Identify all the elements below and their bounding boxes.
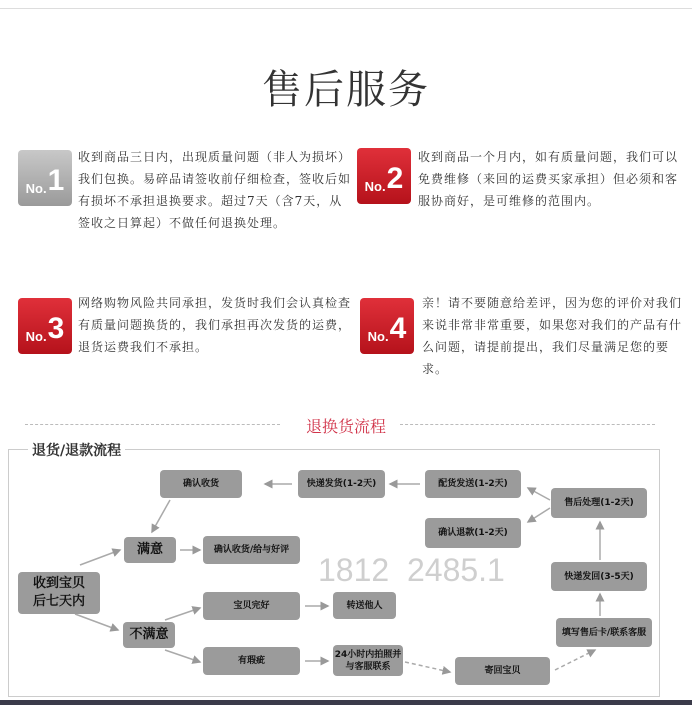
policy-3-text: 网络购物风险共同承担，发货时我们会认真检查有质量问题换货的，我们承担再次发货的运费，退货运费我们不承担。 bbox=[78, 296, 352, 354]
flow-start: 收到宝贝后七天内 bbox=[18, 572, 100, 614]
page-title: 售后服务 bbox=[262, 67, 430, 113]
policy-4-text: 亲！请不要随意给差评，因为您的评价对我们来说非常非常重要，如果您对我们的产品有什么问题，请提前提出，我们尽量满足您的要求。 bbox=[422, 296, 683, 376]
flow-unsatisfied: 不满意 bbox=[123, 622, 175, 648]
badge-prefix: No. bbox=[367, 329, 389, 344]
badge-number: 1 bbox=[47, 164, 65, 197]
flow-after-sale: 售后处理(1-2天) bbox=[551, 488, 647, 518]
arrow bbox=[528, 508, 550, 522]
badge-prefix: No. bbox=[364, 179, 386, 194]
flow-express-ship: 快递发货(1-2天) bbox=[298, 470, 385, 498]
arrow bbox=[165, 650, 200, 662]
section-title: 退换货流程 bbox=[305, 417, 386, 436]
flow-photo: 24小时内拍照并与客服联系 bbox=[333, 645, 403, 676]
badge-number: 3 bbox=[47, 312, 65, 345]
arrow bbox=[528, 488, 550, 500]
arrow bbox=[405, 662, 450, 672]
arrow bbox=[555, 650, 595, 670]
policy-2-text: 收到商品一个月内，如有质量问题，我们可以免费维修（来回的运费买家承担）但必须和客服协商好，是可维修的范围内。 bbox=[418, 150, 679, 208]
watermark: 1812 2485.1 bbox=[318, 552, 505, 588]
flow-confirm-receipt: 确认收货 bbox=[160, 470, 242, 498]
badge-prefix: No. bbox=[25, 181, 47, 196]
badge-prefix: No. bbox=[25, 329, 47, 344]
arrow bbox=[80, 550, 120, 565]
flow-gift: 转送他人 bbox=[333, 592, 396, 619]
flow-intact: 宝贝完好 bbox=[203, 592, 300, 620]
flow-dispatch: 配货发送(1-2天) bbox=[425, 470, 521, 498]
arrow bbox=[165, 608, 200, 620]
flow-fill-card: 填写售后卡/联系客服 bbox=[556, 618, 652, 647]
flow-refund: 确认退款(1-2天) bbox=[425, 518, 521, 548]
flow-satisfied: 满意 bbox=[124, 537, 176, 563]
arrow bbox=[152, 500, 170, 532]
flow-defect: 有瑕疵 bbox=[203, 647, 300, 675]
flow-express-back: 快递发回(3-5天) bbox=[551, 562, 647, 591]
flow-title: 退货/退款流程 bbox=[28, 440, 125, 460]
arrow bbox=[75, 614, 118, 630]
flow-send-back: 寄回宝贝 bbox=[455, 657, 550, 685]
badge-number: 4 bbox=[389, 312, 407, 345]
policy-1-text: 收到商品三日内，出现质量问题（非人为损坏）我们包换。易碎品请签收前仔细检查，签收后如有损坏不承担退换要求。超过7天（含7天，从签收之日算起）不做任何退换处理。 bbox=[78, 150, 352, 230]
flow-confirm-review: 确认收货/给与好评 bbox=[203, 536, 300, 564]
badge-number: 2 bbox=[386, 162, 404, 195]
bottom-bar bbox=[0, 700, 692, 705]
